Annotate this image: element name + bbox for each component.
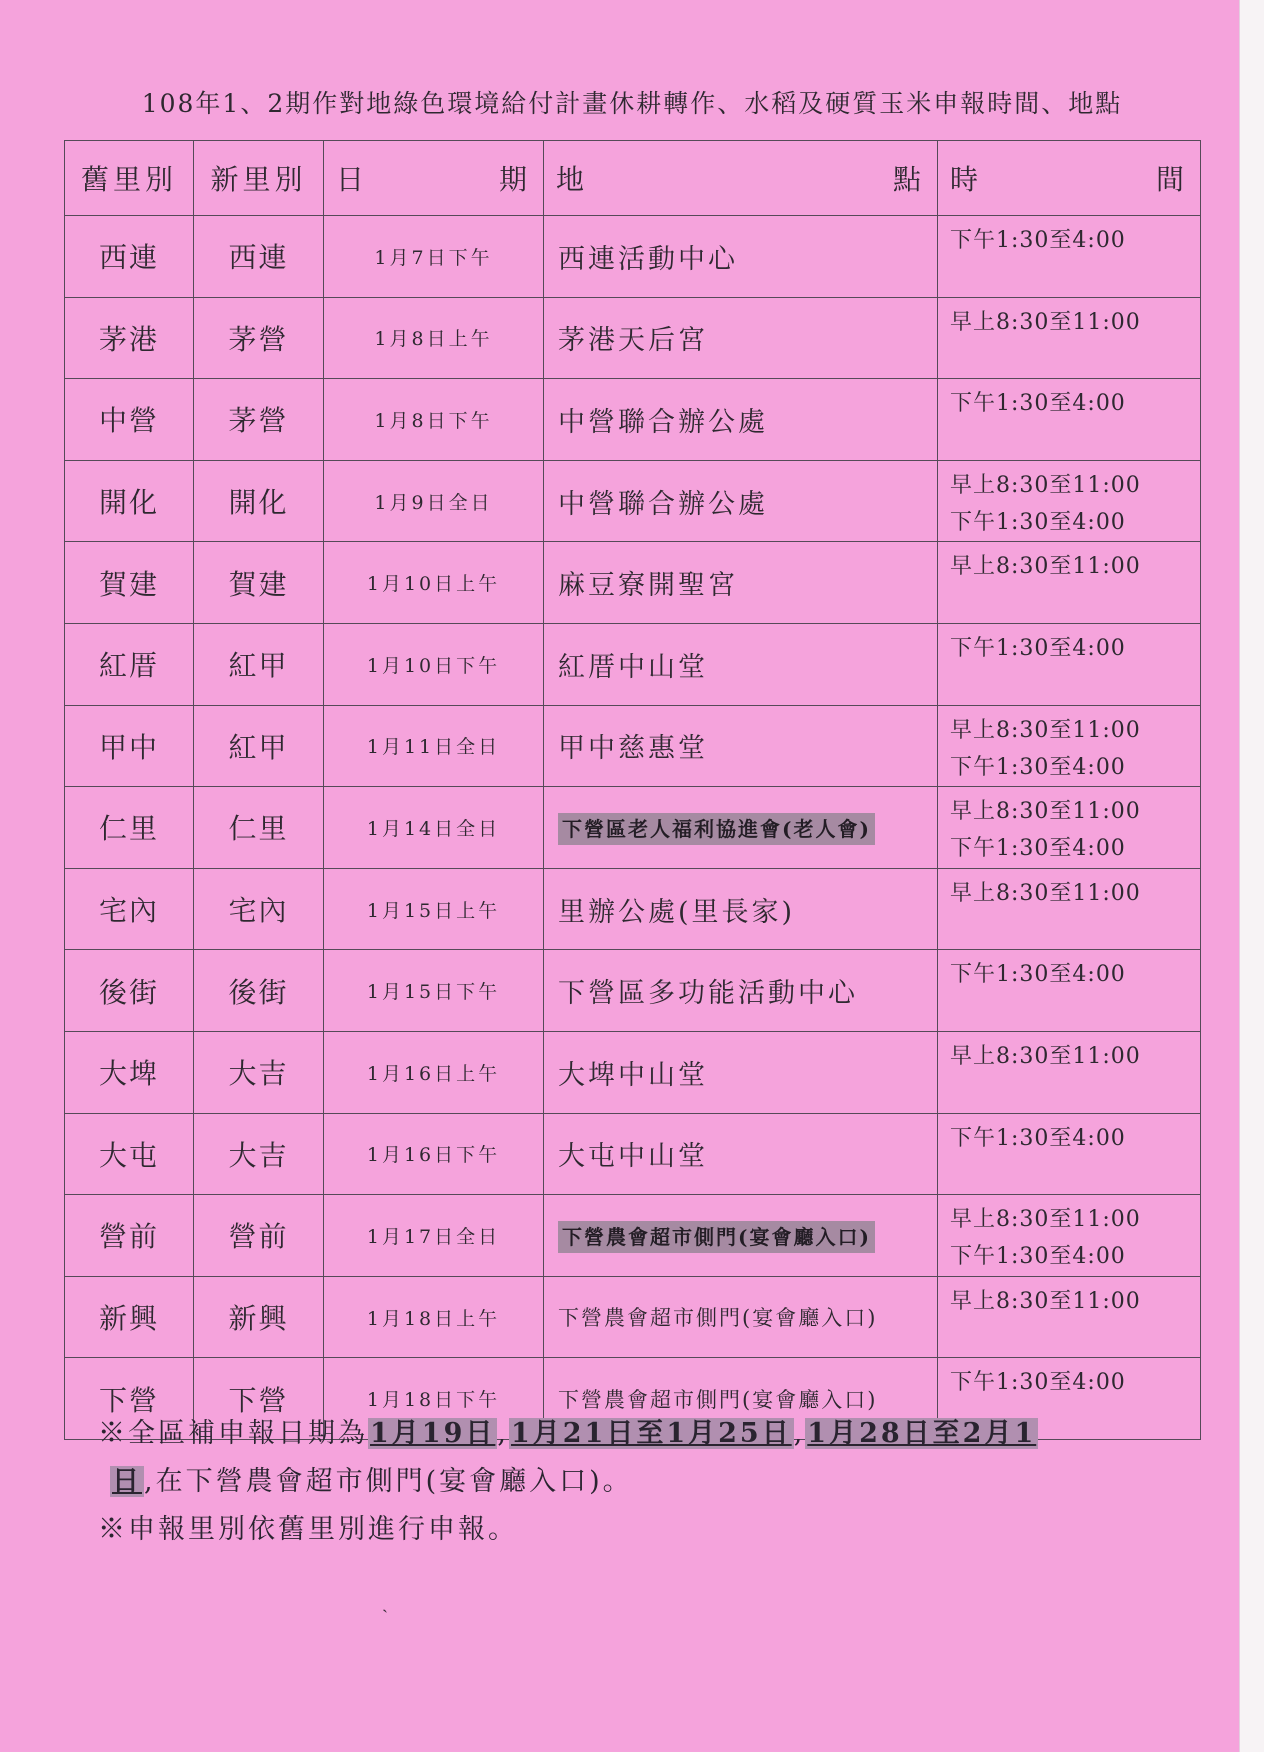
time-line-1: 下午1:30至4:00	[950, 228, 1126, 253]
new-village-cell: 紅甲	[194, 705, 324, 787]
table-row	[65, 1031, 1201, 1113]
supplement-date-3b: 日	[112, 1466, 142, 1497]
time-cell	[938, 1276, 1201, 1358]
table-row	[65, 705, 1201, 787]
time-cell	[938, 950, 1201, 1032]
notes	[98, 1410, 1178, 1554]
table-row	[65, 1276, 1201, 1358]
new-village-cell: 新興	[194, 1276, 324, 1358]
old-village-cell: 西連	[65, 216, 194, 298]
old-village-cell: 營前	[65, 1195, 194, 1277]
time-line-1: 早上8:30至11:00	[950, 554, 1141, 580]
location-cell: 中營聯合辦公處	[544, 460, 938, 542]
time-line-1: 下午1:30至4:00	[950, 391, 1126, 417]
note-sep-1: ,	[497, 1418, 509, 1449]
date-cell: 1月17日全日	[324, 1195, 544, 1277]
time-cell	[938, 542, 1201, 624]
old-village-cell: 下營	[65, 1358, 194, 1440]
header-date-a: 日	[336, 163, 369, 196]
schedule-table	[64, 140, 1201, 1440]
header-location-b: 點	[892, 163, 925, 196]
old-village-cell: 仁里	[65, 787, 194, 869]
header-old-village: 舊里別	[65, 141, 194, 216]
new-village-cell: 紅甲	[194, 623, 324, 705]
location-cell: 麻豆寮開聖宮	[544, 542, 938, 624]
table-row	[65, 216, 1201, 298]
new-village-cell: 大吉	[194, 1031, 324, 1113]
note-supplement	[98, 1410, 1178, 1458]
table-header-row	[65, 141, 1201, 216]
time-cell	[938, 868, 1201, 950]
table-row	[65, 1113, 1201, 1195]
time-cell	[938, 216, 1201, 298]
date-cell: 1月16日下午	[324, 1113, 544, 1195]
time-cell	[938, 1113, 1201, 1195]
date-cell: 1月14日全日	[324, 787, 544, 869]
old-village-cell: 賀建	[65, 542, 194, 624]
header-new-village: 新里別	[194, 141, 324, 216]
location-cell: 下營區多功能活動中心	[544, 950, 938, 1032]
old-village-cell: 宅內	[65, 868, 194, 950]
time-line-1: 下午1:30至4:00	[950, 1125, 1126, 1151]
date-cell: 1月16日上午	[324, 1031, 544, 1113]
supplement-date-2: 1月21日至1月25日	[510, 1418, 792, 1449]
date-cell: 1月15日下午	[324, 950, 544, 1032]
location-cell: 下營農會超市側門(宴會廳入口)	[544, 1358, 938, 1440]
time-cell	[938, 787, 1201, 869]
location-cell: 下營農會超市側門(宴會廳入口)	[544, 1276, 938, 1358]
time-line-1: 早上8:30至11:00	[950, 472, 1141, 498]
time-line-2: 下午1:30至4:00	[950, 836, 1126, 862]
location-cell	[544, 1195, 938, 1277]
date-cell: 1月7日下午	[324, 216, 544, 298]
date-cell: 1月18日上午	[324, 1276, 544, 1358]
time-line-1: 下午1:30至4:00	[950, 635, 1126, 661]
time-cell	[938, 705, 1201, 787]
time-line-1: 下午1:30至4:00	[950, 962, 1126, 988]
location-highlight: 下營區老人福利協進會(老人會)	[558, 813, 875, 845]
time-cell	[938, 379, 1201, 461]
table-row	[65, 542, 1201, 624]
location-cell: 西連活動中心	[544, 216, 938, 298]
header-date	[324, 141, 544, 216]
location-cell: 大埤中山堂	[544, 1031, 938, 1113]
time-line-1: 早上8:30至11:00	[950, 1288, 1141, 1314]
old-village-cell: 開化	[65, 460, 194, 542]
time-line-2: 下午1:30至4:00	[950, 509, 1126, 535]
location-cell: 紅厝中山堂	[544, 623, 938, 705]
header-time	[938, 141, 1201, 216]
table-row	[65, 460, 1201, 542]
location-cell: 中營聯合辦公處	[544, 379, 938, 461]
table-row	[65, 787, 1201, 869]
new-village-cell: 下營	[194, 1358, 324, 1440]
time-line-1: 早上8:30至11:00	[950, 1207, 1141, 1233]
time-line-2: 下午1:30至4:00	[950, 754, 1126, 780]
time-line-2: 下午1:30至4:00	[950, 1244, 1126, 1270]
time-line-1: 早上8:30至11:00	[950, 880, 1141, 906]
time-line-1: 早上8:30至11:00	[950, 717, 1141, 743]
date-cell: 1月8日下午	[324, 379, 544, 461]
scan-edge	[1239, 0, 1264, 1752]
new-village-cell: 茅營	[194, 297, 324, 379]
new-village-cell: 大吉	[194, 1113, 324, 1195]
note-village-rule: ※申報里別依舊里別進行申報。	[98, 1514, 518, 1545]
table-row	[65, 950, 1201, 1032]
table-row	[65, 297, 1201, 379]
new-village-cell: 賀建	[194, 542, 324, 624]
supplement-date-3a: 1月28日至2月1	[807, 1418, 1037, 1449]
location-cell	[544, 787, 938, 869]
date-cell: 1月18日下午	[324, 1358, 544, 1440]
location-cell: 茅港天后宮	[544, 297, 938, 379]
time-cell	[938, 460, 1201, 542]
time-line-1: 早上8:30至11:00	[950, 309, 1141, 335]
time-cell	[938, 297, 1201, 379]
note-prefix: ※全區補申報日期為	[98, 1418, 368, 1449]
old-village-cell: 大屯	[65, 1113, 194, 1195]
time-cell	[938, 1031, 1201, 1113]
time-cell	[938, 1195, 1201, 1277]
header-date-b: 期	[498, 163, 531, 196]
location-cell: 里辦公處(里長家)	[544, 868, 938, 950]
table-row	[65, 1195, 1201, 1277]
table-row	[65, 623, 1201, 705]
new-village-cell: 西連	[194, 216, 324, 298]
date-cell: 1月11日全日	[324, 705, 544, 787]
new-village-cell: 仁里	[194, 787, 324, 869]
location-cell: 大屯中山堂	[544, 1113, 938, 1195]
header-time-a: 時	[950, 163, 983, 196]
old-village-cell: 後街	[65, 950, 194, 1032]
date-cell: 1月10日上午	[324, 542, 544, 624]
new-village-cell: 營前	[194, 1195, 324, 1277]
location-highlight: 下營農會超市側門(宴會廳入口)	[558, 1221, 875, 1253]
old-village-cell: 大埤	[65, 1031, 194, 1113]
time-line-1: 早上8:30至11:00	[950, 1043, 1141, 1069]
date-cell: 1月9日全日	[324, 460, 544, 542]
supplement-date-1: 1月19日	[370, 1418, 496, 1449]
ink-speck: ˴	[382, 1598, 388, 1619]
table-row	[65, 379, 1201, 461]
note-location: ,在下營農會超市側門(宴會廳入口)。	[144, 1466, 633, 1497]
note-sep-2: ,	[793, 1418, 806, 1449]
time-line-1: 下午1:30至4:00	[950, 1370, 1126, 1396]
time-line-1: 早上8:30至11:00	[950, 799, 1141, 825]
table-row	[65, 868, 1201, 950]
location-cell: 甲中慈惠堂	[544, 705, 938, 787]
header-location	[544, 141, 938, 216]
new-village-cell: 開化	[194, 460, 324, 542]
header-time-b: 間	[1155, 163, 1188, 196]
old-village-cell: 甲中	[65, 705, 194, 787]
old-village-cell: 新興	[65, 1276, 194, 1358]
old-village-cell: 中營	[65, 379, 194, 461]
old-village-cell: 紅厝	[65, 623, 194, 705]
document-title: 108年1、2期作對地綠色環境給付計畫休耕轉作、水稻及硬質玉米申報時間、地點	[141, 89, 1123, 118]
new-village-cell: 茅營	[194, 379, 324, 461]
header-location-a: 地	[556, 163, 589, 196]
date-cell: 1月10日下午	[324, 623, 544, 705]
new-village-cell: 宅內	[194, 868, 324, 950]
date-cell: 1月15日上午	[324, 868, 544, 950]
time-cell	[938, 623, 1201, 705]
date-cell: 1月8日上午	[324, 297, 544, 379]
new-village-cell: 後街	[194, 950, 324, 1032]
old-village-cell: 茅港	[65, 297, 194, 379]
note-supplement-cont	[98, 1458, 1178, 1506]
